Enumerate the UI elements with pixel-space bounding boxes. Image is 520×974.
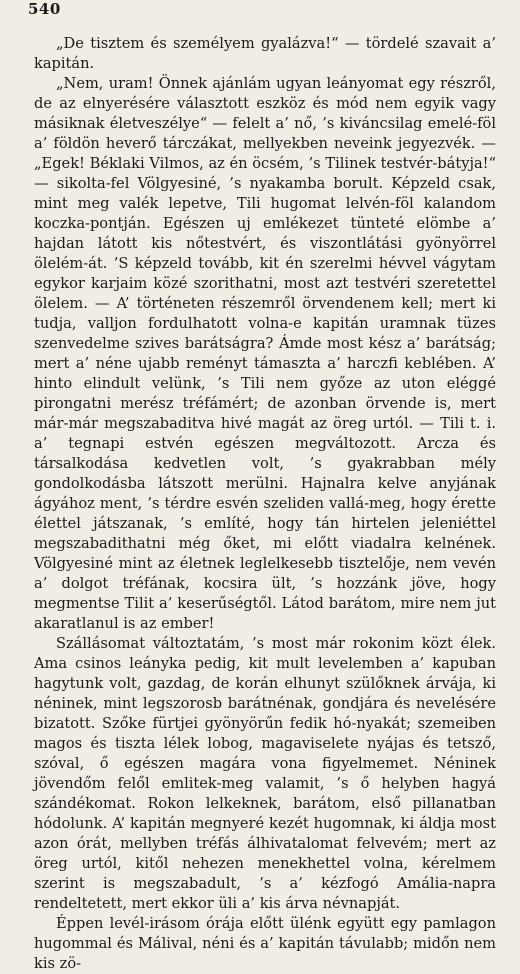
text-body xyxy=(34,34,496,974)
paragraph-2: „Nem, uram! Önnek ajánlám ugyan leányomat egy részről, de az elnyerésére választott eszköz és mód nem egyik vagy másiknak életveszélye“ — felelt a’ nő, ’s kiváncsilag emelé-föl a’ földön heverő tárczákat, mellyekben neveink jegyezvék. — „Egek! Béklaki Vilmos, az én öcsém, ’s Tilinek testvér-bátyja!“ — sikolta-fel Völgyesiné, ’s nyakamba borult. Képzeld csak, mint meg valék lepetve, Tili hugomat lelvén-föl kalandom koczka-pontján. Egészen uj emlékezet tünteté elömbe a’ hajdan látott kis nőtestvért, és viszontlátási gyönyörrel ölelém-át. ’S képzeld tovább, kit én szerelmi hévvel vágytam egykor karjaim közé szorithatni, most azt testvéri szeretettel ölelem. — A’ történeten részemről örvendenem kell; mert ki tudja, valljon fordulhatott volna-e kapitán uramnak tüzes szenvedelme szives barátságra? Ámde most kész a’ barátság; mert a’ néne ujabb reményt támaszta a’ harczfi keblében. A’ hinto elindult velünk, ’s Tili nem győze az uton eléggé pirongatni merész tréfámért; de azonban örvende is, mert már-már megszabaditva hivé magát az öreg urtól. — Tili t. i. a’ tegnapi estvén egészen megváltozott. Arcza és társalkodása kedvetlen volt, ’s gyakrabban mély gondolkodásba látszott merülni. Hajnalra kelve anyjának ágyához ment, ’s térdre esvén szeliden vallá-meg, hogy érette élettel játszanak, ’s említé, hogy tán hirtelen jeleniéttel megszabadithatni még őket, mi előtt viadalra kelnének. Völgyesiné mint az életnek leglelkesebb tisztelője, nem vevén a’ dolgot tréfának, kocsira ült, ’s hozzánk jöve, hogy megmentse Tilit a’ keserűségtől. Látod barátom, mire nem jut akaratlanul is az ember! xyxy=(34,75,496,632)
page-number: 540 xyxy=(28,0,61,18)
paragraph-4: Éppen levél-irásom órája előtt ülénk együtt egy pamlagon hugommal és Málival, néni és a’ kapitán távulabb; midőn nem kis zö- xyxy=(34,915,496,972)
paragraph-3: Szállásomat változtatám, ’s most már rokonim közt élek. Ama csinos leányka pedig, kit mult levelemben a’ kapuban hagytunk volt, gazdag, de korán elhunyt szülőknek árvája, ki néninek, mint legszorosb barátnénak, gondjára és nevelésére bizatott. Szőke fürtjei gyönyörűn fedik hó-nyakát; szemeiben magos és tiszta lélek lobog, magaviselete nyájas és tetsző, szóval, ő egészen magára vona figyelmemet. Néninek jövendőm felől emlitek-meg valamit, ’s ő helyben hagyá szándékomat. Rokon lelkeknek, barátom, első pillanatban hódolunk. A’ kapitán megnyeré kezét hugomnak, ki áldja most azon órát, mellyben tréfás álhivatalomat felvevém; mert az öreg urtól, kitől nehezen menekhettel volna, kérelmem szerint is megszabadult, ’s a’ kézfogó Amália-napra rendeltetett, mert ekkor üli a’ kis árva névnapját. xyxy=(34,635,496,912)
paragraph-1: „De tisztem és személyem gyalázva!“ — tördelé szavait a’ kapitán. xyxy=(34,35,496,72)
